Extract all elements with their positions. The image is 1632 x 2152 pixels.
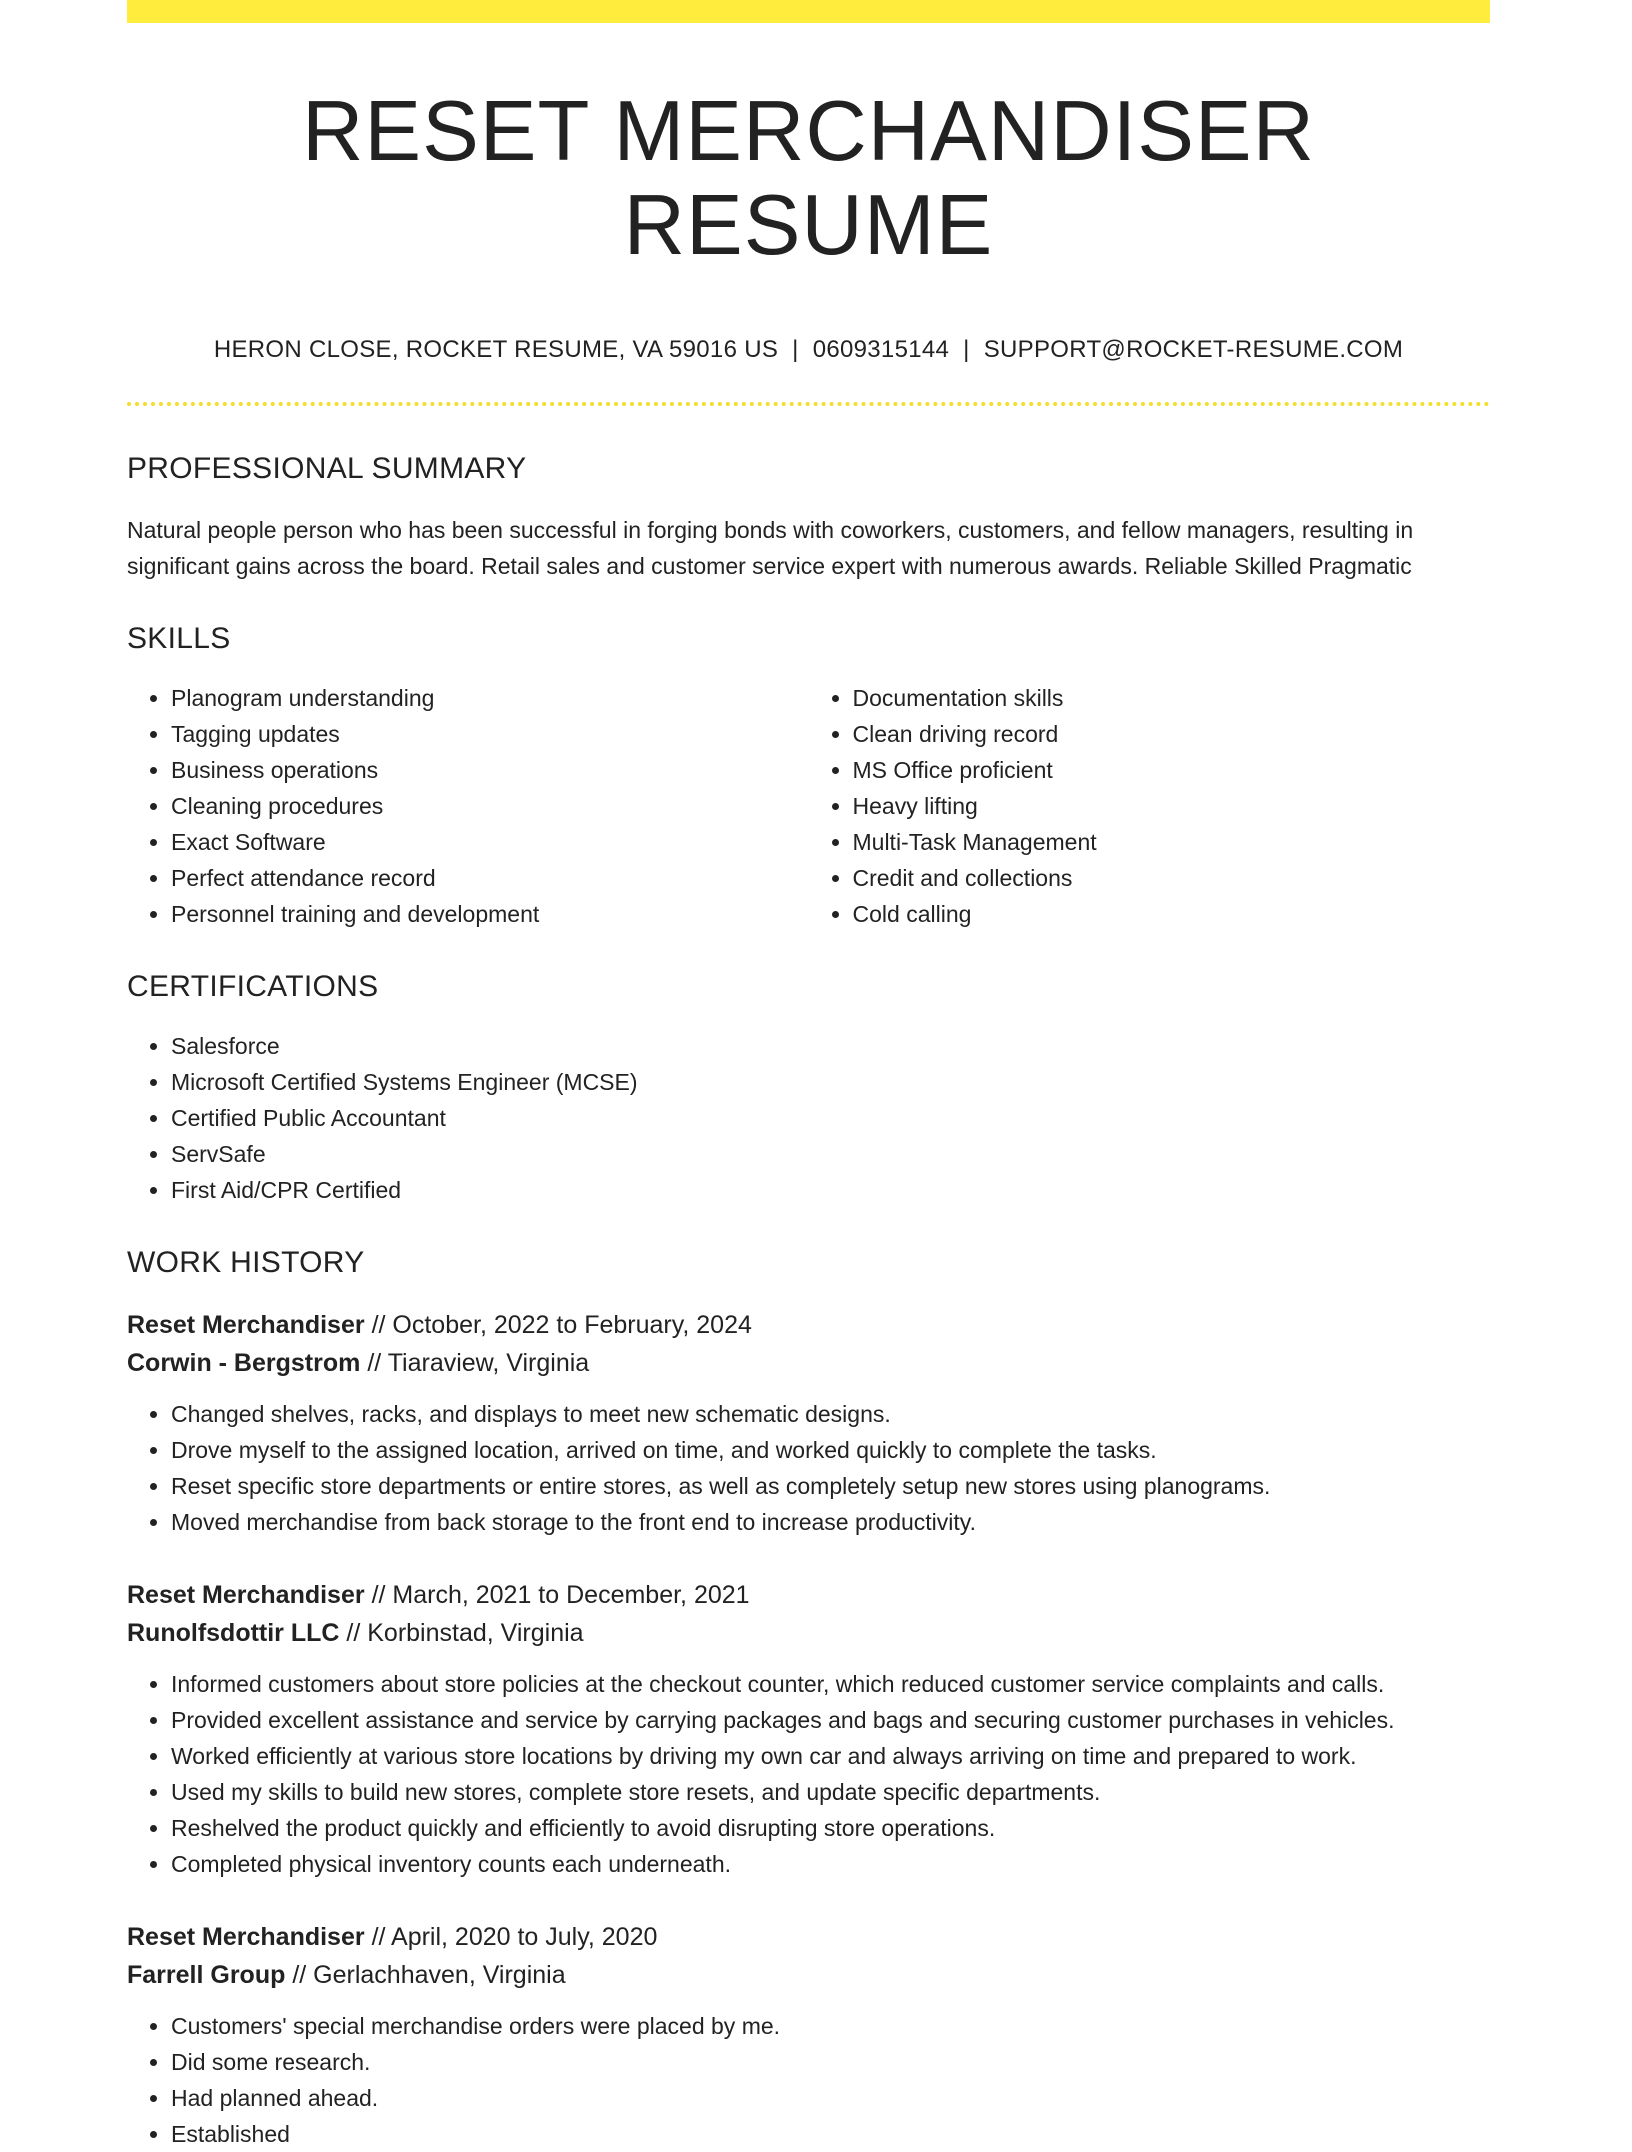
job-bullet: • Changed shelves, racks, and displays to meet new schematic designs. [171, 1396, 1490, 1432]
certification-item: • Microsoft Certified Systems Engineer (MCSE) [171, 1064, 1490, 1100]
job-bullet: • Customers' special merchandise orders were placed by me. [171, 2008, 1490, 2044]
work-history-heading: WORK HISTORY [127, 1246, 365, 1279]
job-bullet: • Established [171, 2116, 1490, 2152]
job-entry [127, 1576, 1490, 1882]
skills-list-right [809, 680, 1491, 932]
skill-item: • Tagging updates [171, 716, 809, 752]
certification-item: • First Aid/CPR Certified [171, 1172, 1490, 1208]
job-entry [127, 1306, 1490, 1540]
job-location: // Gerlachhaven, Virginia [292, 1961, 566, 1989]
skill-item: • MS Office proficient [853, 752, 1491, 788]
job-title: Reset Merchandiser [127, 1923, 365, 1951]
job-bullet: • Informed customers about store policies at the checkout counter, which reduced customer service complaints and calls. [171, 1666, 1490, 1702]
job-bullet: • Provided excellent assistance and service by carrying packages and bags and securing customer purchases in vehicles. [171, 1702, 1490, 1738]
job-bullet: • Moved merchandise from back storage to the front end to increase productivity. [171, 1504, 1490, 1540]
resume-page [127, 0, 1490, 2152]
page-title: RESET MERCHANDISER RESUME [302, 84, 1315, 273]
certification-item: • Certified Public Accountant [171, 1100, 1490, 1136]
certification-item: • Salesforce [171, 1028, 1490, 1064]
skill-item: • Exact Software [171, 824, 809, 860]
dotted-divider [127, 402, 1490, 406]
job-bullet: • Had planned ahead. [171, 2080, 1490, 2116]
job-company-line [127, 1614, 1490, 1652]
job-bullet: • Did some research. [171, 2044, 1490, 2080]
job-bullet: • Drove myself to the assigned location, arrived on time, and worked quickly to complete the tasks. [171, 1432, 1490, 1468]
skill-item: • Planogram understanding [171, 680, 809, 716]
summary-heading: PROFESSIONAL SUMMARY [127, 452, 527, 485]
job-title-line [127, 1918, 1490, 1956]
summary-text: Natural people person who has been successful in forging bonds with coworkers, customers, and fellow managers, resulting in significant gains across the board. Retail sales and customer service expert with numerous awards. Reliable Skilled Pragmatic [127, 517, 1414, 579]
skill-item: • Cold calling [853, 896, 1491, 932]
skill-item: • Perfect attendance record [171, 860, 809, 896]
contact-separator: | [792, 336, 799, 363]
job-company-line [127, 1344, 1490, 1382]
contact-line [127, 338, 1490, 362]
job-dates: // March, 2021 to December, 2021 [371, 1581, 750, 1609]
skill-item: • Multi-Task Management [853, 824, 1491, 860]
skill-item: • Personnel training and development [171, 896, 809, 932]
job-title-line [127, 1576, 1490, 1614]
job-bullet: • Worked efficiently at various store locations by driving my own car and always arriving on time and prepared to work. [171, 1738, 1490, 1774]
skill-item: • Clean driving record [853, 716, 1491, 752]
job-company: Runolfsdottir LLC [127, 1619, 340, 1647]
job-dates: // October, 2022 to February, 2024 [371, 1311, 752, 1339]
job-bullet: • Completed physical inventory counts each underneath. [171, 1846, 1490, 1882]
skills-list-left [127, 680, 809, 932]
skill-item: • Credit and collections [853, 860, 1491, 896]
skills-columns [127, 680, 1490, 932]
job-title: Reset Merchandiser [127, 1581, 365, 1609]
job-entry [127, 1918, 1490, 2152]
contact-separator: | [963, 336, 970, 363]
top-accent-bar [127, 0, 1490, 23]
job-bullet: • Used my skills to build new stores, complete store resets, and update specific departments. [171, 1774, 1490, 1810]
job-location: // Korbinstad, Virginia [346, 1619, 584, 1647]
job-bullets [127, 2008, 1490, 2152]
certifications-heading: CERTIFICATIONS [127, 970, 379, 1003]
certifications-list [127, 1028, 1490, 1208]
certification-item: • ServSafe [171, 1136, 1490, 1172]
job-bullets [127, 1666, 1490, 1882]
job-bullets [127, 1396, 1490, 1540]
job-bullet: • Reset specific store departments or entire stores, as well as completely setup new stores using planograms. [171, 1468, 1490, 1504]
skill-item: • Heavy lifting [853, 788, 1491, 824]
skill-item: • Business operations [171, 752, 809, 788]
job-company: Farrell Group [127, 1961, 286, 1989]
contact-email: SUPPORT@ROCKET-RESUME.COM [983, 336, 1404, 363]
skill-item: • Documentation skills [853, 680, 1491, 716]
job-company: Corwin - Bergstrom [127, 1349, 361, 1377]
skill-item: • Cleaning procedures [171, 788, 809, 824]
job-location: // Tiaraview, Virginia [367, 1349, 590, 1377]
job-company-line [127, 1956, 1490, 1994]
job-dates: // April, 2020 to July, 2020 [371, 1923, 658, 1951]
job-title-line [127, 1306, 1490, 1344]
skills-heading: SKILLS [127, 622, 231, 655]
job-bullet: • Reshelved the product quickly and efficiently to avoid disrupting store operations. [171, 1810, 1490, 1846]
contact-phone: 0609315144 [812, 336, 950, 363]
contact-address: HERON CLOSE, ROCKET RESUME, VA 59016 US [213, 336, 779, 363]
job-title: Reset Merchandiser [127, 1311, 365, 1339]
